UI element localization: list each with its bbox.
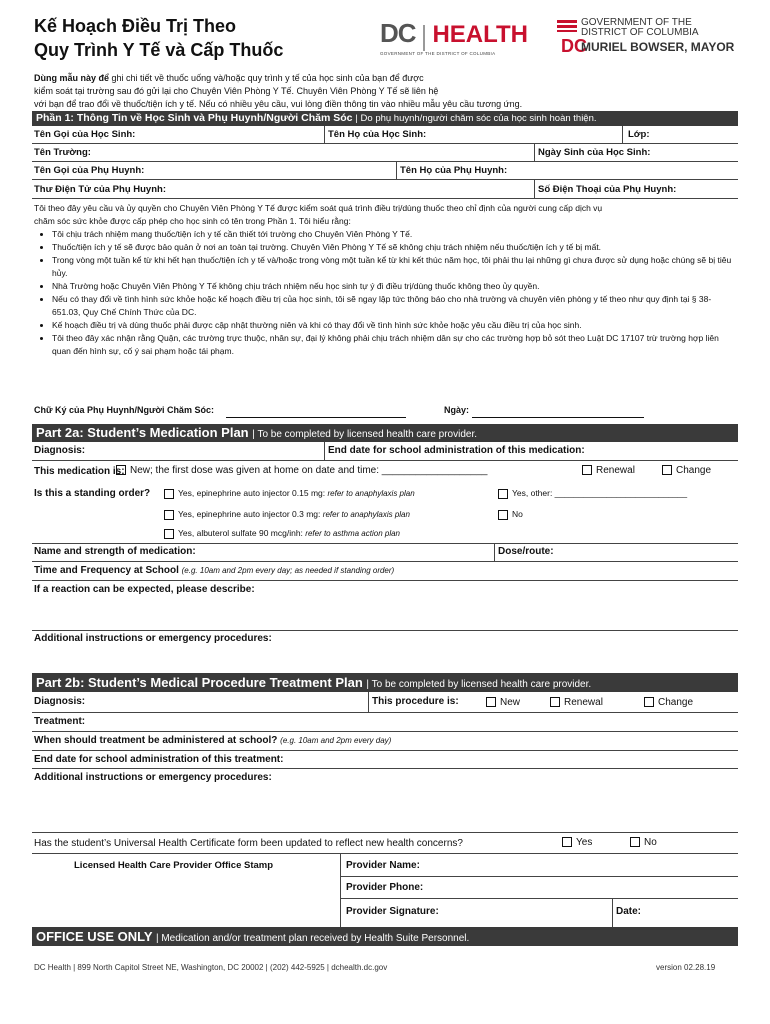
part1-heading-sub: | Do phụ huynh/người chăm sóc của học sinh hoàn thiện.	[355, 113, 597, 124]
reaction-row	[32, 581, 738, 631]
procedure-is-label: This procedure is:	[372, 696, 459, 707]
student-first-name-label: Tên Gọi của Học Sinh:	[34, 129, 136, 140]
procedure-change-label: Change	[658, 697, 694, 708]
procedure-diagnosis-label: Diagnosis:	[34, 696, 86, 707]
procedure-diagnosis-row	[32, 692, 738, 713]
consent-bullet: • Nếu có thay đổi về tình hình sức khỏe hoặc kế hoạch điều trị của học sinh, tôi sẽ ngay lập tức thông báo cho nhà trường và chuyên viên phòng y tế theo như quy định tại § 38-651.03, Quy Chế Chính Thức của DC.	[52, 293, 734, 319]
student-dob-label: Ngày Sinh của Học Sinh:	[538, 147, 651, 158]
procedure-renewal-option[interactable]	[550, 697, 603, 708]
provider-name-label: Provider Name:	[346, 860, 420, 871]
time-frequency-label	[34, 565, 394, 576]
checkbox-icon[interactable]	[486, 697, 496, 707]
consent-bullet: • Nhà Trường hoặc Chuyên Viên Phòng Y Tế không chịu trách nhiệm nếu học sinh tự ý đi điều trị/dùng thuốc không theo ủy quyền.	[52, 280, 734, 293]
dc-health-logo	[380, 18, 528, 56]
medication-end-date-label: End date for school administration of this medication:	[328, 445, 585, 456]
checkbox-icon[interactable]	[630, 837, 640, 847]
gov-dc-text: DC	[561, 36, 587, 56]
title-line-2: Quy Trình Y Tế và Cấp Thuốc	[34, 40, 284, 60]
consent-bullets	[34, 228, 734, 358]
parent-email-label: Thư Điện Tử của Phụ Huynh:	[34, 184, 166, 195]
part2a-heading-text: Part 2a: Student’s Medication Plan	[36, 425, 249, 440]
checkbox-icon[interactable]	[582, 465, 592, 475]
part1-heading-text: Phần 1: Thông Tin về Học Sinh và Phụ Huynh/Người Chăm Sóc	[36, 112, 353, 124]
part2b-heading	[32, 673, 738, 692]
gov-line-2: DISTRICT OF COLUMBIA	[581, 27, 699, 38]
medication-diagnosis-row	[32, 442, 738, 461]
dc-flag-icon	[557, 20, 577, 32]
standing-epi-03-option[interactable]	[164, 509, 410, 520]
medication-diagnosis-label: Diagnosis:	[34, 445, 86, 456]
provider-stamp-label: Licensed Health Care Provider Office Stamp	[74, 860, 274, 871]
office-use-heading-sub: | Medication and/or treatment plan received by Health Suite Personnel.	[155, 933, 470, 944]
consent-line-1: Tôi theo đây yêu cầu và ủy quyền cho Chuyên Viên Phòng Y Tế được kiểm soát quá trình điều trị/dùng thuốc theo chỉ định của người cung cấp dịch vụ	[34, 203, 603, 213]
treatment-when-hint: (e.g. 10am and 2pm every day)	[280, 736, 392, 745]
grade-label: Lớp:	[628, 129, 650, 140]
consent-bullet: • Tôi chịu trách nhiệm mang thuốc/tiện ích y tế cần thiết tới trường cho Chuyên Viên Phòng Y Tế.	[52, 228, 734, 241]
medication-name-row	[32, 543, 738, 562]
checkbox-icon[interactable]	[644, 697, 654, 707]
medication-new-option[interactable]	[116, 465, 487, 476]
checkbox-icon[interactable]	[164, 489, 174, 499]
checkbox-icon[interactable]	[550, 697, 560, 707]
treatment-additional-label: Additional instructions or emergency procedures:	[34, 772, 272, 783]
certificate-no-option[interactable]	[630, 837, 657, 848]
standing-epi-015-option[interactable]	[164, 488, 415, 499]
certificate-yes-label: Yes	[576, 837, 593, 848]
checkbox-icon[interactable]	[662, 465, 672, 475]
medication-renewal-option[interactable]	[582, 465, 635, 476]
time-frequency-text: Time and Frequency at School	[34, 565, 179, 576]
medication-change-option[interactable]	[662, 465, 711, 476]
certificate-no-label: No	[644, 837, 657, 848]
standing-yes-other-option[interactable]	[498, 488, 687, 499]
certificate-question: Has the student’s Universal Health Certificate form been updated to reflect new health concerns?	[34, 838, 463, 849]
office-use-heading-text: OFFICE USE ONLY	[36, 929, 153, 944]
part2a-heading	[32, 424, 738, 442]
parent-contact-row	[32, 180, 738, 199]
consent-bullet: • Kế hoạch điều trị và dùng thuốc phải được cập nhật thường niên và khi có thay đổi về tình hình sức khỏe hoặc yêu cầu điều trị của học sinh.	[52, 319, 734, 332]
checkbox-icon[interactable]	[116, 465, 126, 475]
parent-first-name-label: Tên Gọi của Phụ Huynh:	[34, 165, 145, 176]
parent-name-row	[32, 162, 738, 180]
part2a-heading-sub: | To be completed by licensed health care provider.	[252, 429, 478, 440]
checkbox-icon[interactable]	[164, 529, 174, 539]
intro-line-2: kiểm soát tại trường sau đó gửi lại cho Chuyên Viên Phòng Y Tế. Chuyên Viên Phòng Y Tế sẽ liên hệ	[34, 86, 439, 96]
treatment-when-text: When should treatment be administered at school?	[34, 735, 278, 746]
medication-is-label: This medication is:	[34, 466, 125, 477]
intro-bold: Dùng mẫu này để	[34, 73, 110, 83]
epi-015-label: Yes, epinephrine auto injector 0.15 mg:	[178, 488, 326, 498]
epi-03-label: Yes, epinephrine auto injector 0.3 mg:	[178, 509, 321, 519]
intro-line-3: với bạn để trao đổi về thuốc/tiện ích y tế. Nếu có nhiều yêu cầu, vui lòng điền thông tin vào nhiều mẫu yêu cầu tương ứng.	[34, 99, 523, 109]
logo-dc-text: DC	[380, 18, 416, 48]
checkbox-icon[interactable]	[562, 837, 572, 847]
medication-change-label: Change	[676, 465, 712, 476]
certificate-yes-option[interactable]	[562, 837, 592, 848]
office-use-heading	[32, 927, 738, 946]
gov-line-1: GOVERNMENT OF THE	[581, 17, 692, 28]
medication-renewal-label: Renewal	[596, 465, 635, 476]
footer-version: version 02.28.19	[656, 963, 716, 972]
albuterol-ref: refer to asthma action plan	[305, 529, 400, 538]
procedure-new-option[interactable]	[486, 697, 520, 708]
procedure-new-label: New	[500, 697, 521, 708]
parent-phone-label: Số Điện Thoại của Phụ Huynh:	[538, 184, 677, 195]
parent-signature-label: Chữ Ký của Phụ Huynh/Người Chăm Sóc:	[34, 405, 214, 415]
treatment-when-label	[34, 735, 391, 746]
consent-block	[34, 202, 734, 358]
epi-015-ref: refer to anaphylaxis plan	[327, 489, 415, 498]
checkbox-icon[interactable]	[498, 510, 508, 520]
parent-last-name-label: Tên Họ của Phụ Huynh:	[400, 165, 508, 176]
checkbox-icon[interactable]	[164, 510, 174, 520]
medication-name-label: Name and strength of medication:	[34, 546, 196, 557]
school-row	[32, 144, 738, 162]
standing-no-label: No	[512, 509, 523, 519]
treatment-label: Treatment:	[34, 716, 86, 727]
intro-text	[34, 72, 734, 111]
reaction-label: If a reaction can be expected, please describe:	[34, 584, 255, 595]
gov-mayor: MURIEL BOWSER, MAYOR	[581, 40, 735, 54]
procedure-renewal-label: Renewal	[564, 697, 603, 708]
form-title	[34, 14, 283, 62]
epi-03-ref: refer to anaphylaxis plan	[322, 510, 410, 519]
time-frequency-row	[32, 562, 738, 581]
school-name-label: Tên Trường:	[34, 147, 91, 158]
student-last-name-label: Tên Họ của Học Sinh:	[328, 129, 427, 140]
logo-health-subtitle: GOVERNMENT OF THE DISTRICT OF COLUMBIA	[380, 50, 496, 56]
footer-address: DC Health | 899 North Capitol Street NE, Washington, DC 20002 | (202) 442-5925 | dchealth.dc.gov	[34, 963, 388, 972]
consent-line-2: chăm sóc sức khỏe được cấp phép cho học sinh có tên trong Phần 1. Tôi hiểu rằng:	[34, 216, 351, 226]
part2b-heading-sub: | To be completed by licensed health care provider.	[366, 679, 592, 690]
part1-heading	[32, 111, 738, 126]
parent-date-line[interactable]	[472, 417, 644, 418]
treatment-when-row	[32, 732, 738, 751]
dose-route-label: Dose/route:	[498, 546, 554, 557]
standing-albuterol-option[interactable]	[164, 528, 400, 539]
consent-bullet: • Tôi theo đây xác nhận rằng Quận, các trường trực thuộc, nhân sự, đại lý không phải chịu trách nhiệm dân sự cho các trường hợp bỏ sót theo Luật DC 17107 trừ trường hợp liên quan đến hình sự, cố ý sai phạm hoặc tái phạm.	[52, 332, 734, 358]
checkbox-icon[interactable]	[498, 489, 508, 499]
consent-bullet: • Trong vòng một tuần kể từ khi hết hạn thuốc/tiện ích y tế và/hoặc trong vòng một tuần kể từ khi kết thúc năm học, tôi phải thu lại những gì chưa được sử dụng hoặc chúng sẽ bị tiêu hủy.	[52, 254, 734, 280]
logo-health-text: HEALTH	[432, 21, 529, 48]
provider-phone-label: Provider Phone:	[346, 882, 424, 893]
standing-order-label: Is this a standing order?	[34, 488, 151, 499]
yes-other-label: Yes, other: ____________________________	[512, 488, 688, 498]
parent-date-label: Ngày:	[444, 405, 470, 415]
treatment-row	[32, 713, 738, 732]
albuterol-label: Yes, albuterol sulfate 90 mcg/inh:	[178, 528, 303, 538]
parent-signature-line[interactable]	[226, 417, 406, 418]
medication-additional-label: Additional instructions or emergency procedures:	[34, 633, 272, 644]
provider-date-label: Date:	[616, 906, 642, 917]
treatment-end-date-label: End date for school administration of this treatment:	[34, 754, 284, 765]
student-name-row	[32, 126, 738, 144]
intro-line-1: ghi chi tiết về thuốc uống và/hoặc quy trình y tế của học sinh của bạn để được	[109, 73, 424, 83]
provider-signature-label: Provider Signature:	[346, 906, 439, 917]
procedure-change-option[interactable]	[644, 697, 693, 708]
time-frequency-hint: (e.g. 10am and 2pm every day; as needed if standing order)	[181, 566, 395, 575]
standing-no-option[interactable]	[498, 509, 523, 520]
part2b-heading-text: Part 2b: Student’s Medical Procedure Treatment Plan	[36, 675, 363, 690]
medication-new-label: New; the first dose was given at home on date and time: ___________________	[130, 465, 488, 476]
treatment-end-date-row	[32, 751, 738, 769]
title-line-1: Kế Hoạch Điều Trị Theo	[34, 16, 237, 36]
consent-bullet: • Thuốc/tiện ích y tế sẽ được bảo quản ở nơi an toàn tại trường. Chuyên Viên Phòng Y Tế sẽ không chịu trách nhiệm nếu thuốc/tiện ích y tế bị mất.	[52, 241, 734, 254]
